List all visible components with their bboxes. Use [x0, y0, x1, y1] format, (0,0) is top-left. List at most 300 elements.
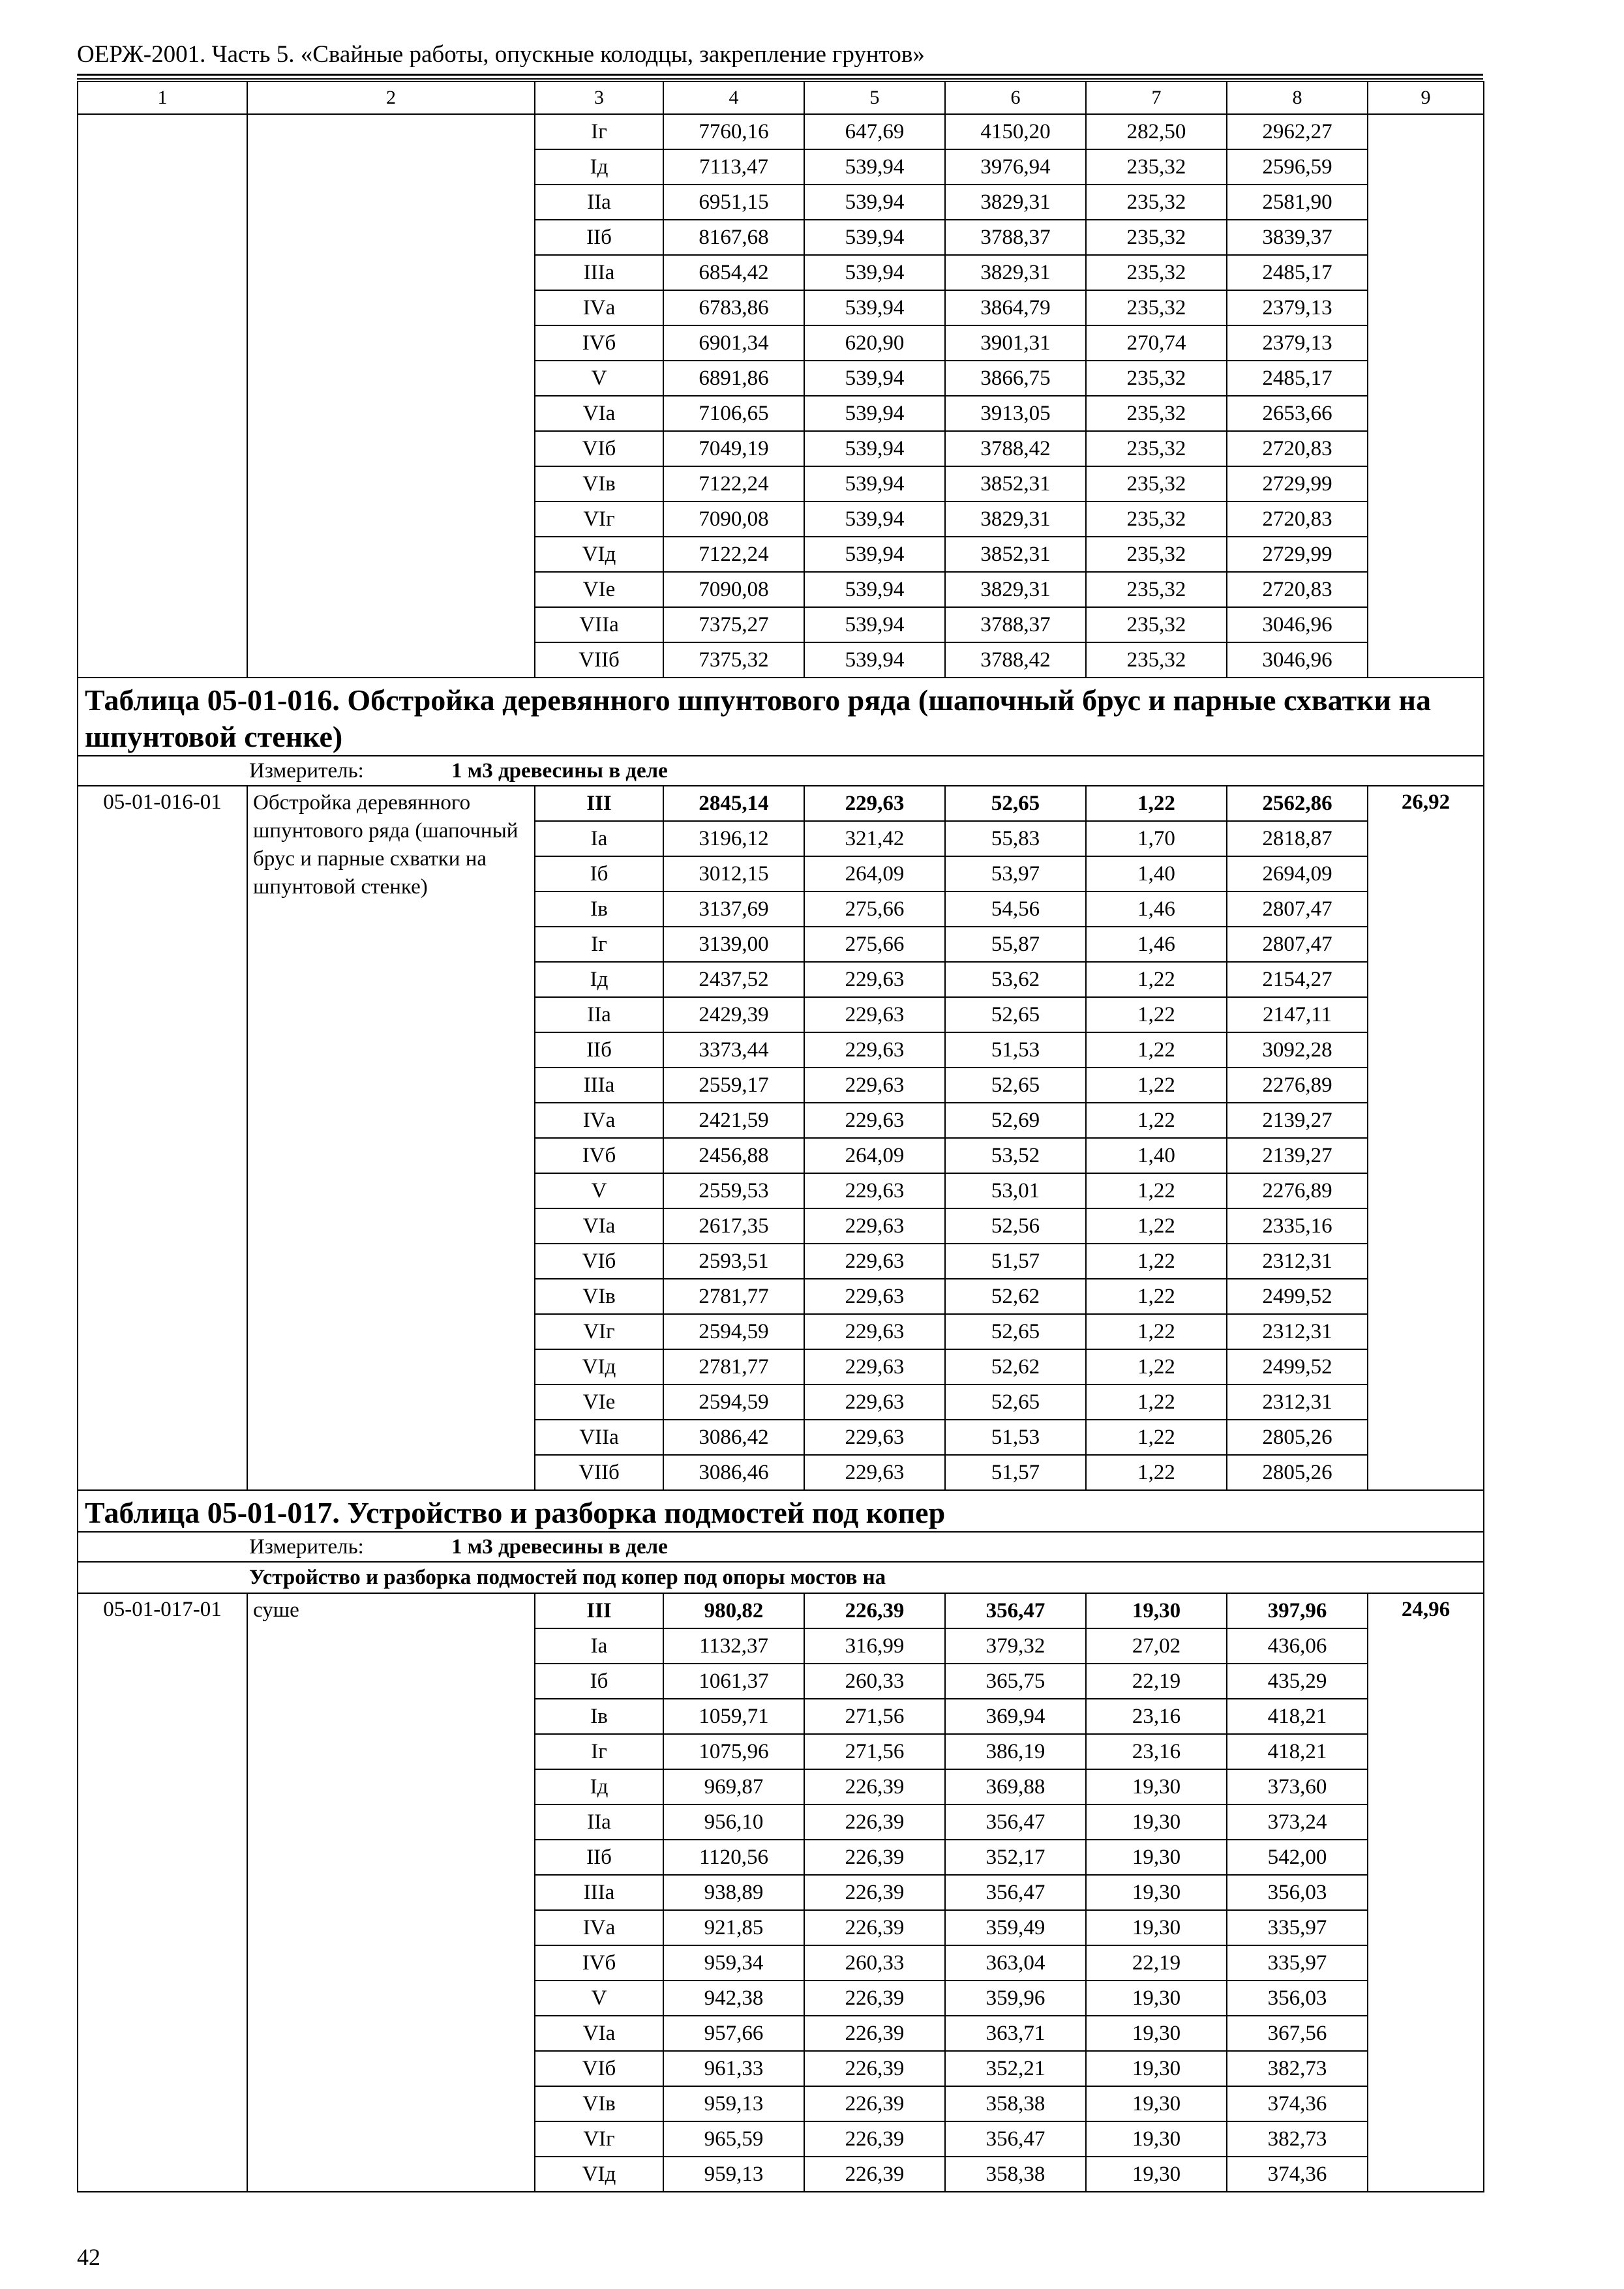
value-cell: 22,19 [1086, 1945, 1227, 1981]
value-cell: 335,97 [1227, 1910, 1368, 1945]
value-cell: 1,22 [1086, 1032, 1227, 1068]
value-cell: 2499,52 [1227, 1349, 1368, 1384]
column-number: 5 [804, 82, 945, 114]
value-cell: 2720,83 [1227, 431, 1368, 466]
value-cell: 647,69 [804, 114, 945, 149]
value-cell: 956,10 [663, 1804, 804, 1840]
value-cell: 7106,65 [663, 396, 804, 431]
column-number: 3 [535, 82, 663, 114]
value-cell: 539,94 [804, 431, 945, 466]
description-text: суше [253, 1598, 299, 1622]
description-cell [247, 786, 535, 1490]
value-cell: 52,65 [945, 1068, 1086, 1103]
value-cell: 3976,94 [945, 149, 1086, 185]
zone-cell: IVа [535, 1103, 663, 1138]
value-cell: 359,49 [945, 1910, 1086, 1945]
value-cell: 1,46 [1086, 927, 1227, 962]
value-cell: 539,94 [804, 501, 945, 537]
value-cell: 436,06 [1227, 1628, 1368, 1664]
value-cell: 539,94 [804, 185, 945, 220]
value-cell: 539,94 [804, 361, 945, 396]
zone-cell: VIд [535, 1349, 663, 1384]
value-cell: 7122,24 [663, 466, 804, 501]
value-cell: 2596,59 [1227, 149, 1368, 185]
value-cell: 352,17 [945, 1840, 1086, 1875]
value-cell: 3196,12 [663, 821, 804, 856]
zone-cell: VIд [535, 537, 663, 572]
zone-cell: IIIа [535, 1875, 663, 1910]
header-rule-inner [77, 78, 1483, 80]
value-cell: 235,32 [1086, 431, 1227, 466]
zone-cell: V [535, 361, 663, 396]
value-cell: 365,75 [945, 1664, 1086, 1699]
zone-cell: VIа [535, 1208, 663, 1244]
value-cell: 19,30 [1086, 2016, 1227, 2051]
value-cell: 1,22 [1086, 1420, 1227, 1455]
value-cell: 321,42 [804, 821, 945, 856]
value-cell: 7090,08 [663, 572, 804, 607]
value-cell: 19,30 [1086, 1875, 1227, 1910]
zone-cell: IIIа [535, 255, 663, 290]
value-cell: 3092,28 [1227, 1032, 1368, 1068]
value-cell: 1,22 [1086, 1173, 1227, 1208]
value-cell: 6783,86 [663, 290, 804, 325]
value-cell: 4150,20 [945, 114, 1086, 149]
value-cell: 1,40 [1086, 856, 1227, 891]
value-cell: 539,94 [804, 290, 945, 325]
description-text: Обстройка деревянного шпунтового ряда (шапочный брус и парные схватки на шпунтовой стенке) [253, 791, 519, 899]
value-cell: 373,60 [1227, 1769, 1368, 1804]
value-cell: 356,03 [1227, 1875, 1368, 1910]
value-cell: 1,40 [1086, 1138, 1227, 1173]
value-cell: 7122,24 [663, 537, 804, 572]
value-cell: 229,63 [804, 1068, 945, 1103]
value-cell: 2312,31 [1227, 1384, 1368, 1420]
table-017-measure [78, 1532, 1484, 1562]
value-cell: 229,63 [804, 1173, 945, 1208]
value-cell: 23,16 [1086, 1734, 1227, 1769]
value-cell: 51,57 [945, 1455, 1086, 1490]
value-cell: 2456,88 [663, 1138, 804, 1173]
value-cell: 2312,31 [1227, 1244, 1368, 1279]
value-cell: 260,33 [804, 1664, 945, 1699]
col9-cell: 24,96 [1368, 1593, 1484, 2192]
value-cell: 226,39 [804, 1804, 945, 1840]
value-cell: 235,32 [1086, 642, 1227, 678]
zone-cell: VIв [535, 1279, 663, 1314]
value-cell: 358,38 [945, 2157, 1086, 2192]
value-cell: 369,88 [945, 1769, 1086, 1804]
value-cell: 2581,90 [1227, 185, 1368, 220]
value-cell: 52,62 [945, 1279, 1086, 1314]
rates-table-body [78, 82, 1484, 2192]
value-cell: 1,22 [1086, 1068, 1227, 1103]
table-017-title-row [78, 1490, 1484, 1532]
value-cell: 2729,99 [1227, 537, 1368, 572]
value-cell: 2429,39 [663, 997, 804, 1032]
value-cell: 2379,13 [1227, 290, 1368, 325]
value-cell: 1,22 [1086, 1384, 1227, 1420]
value-cell: 2379,13 [1227, 325, 1368, 361]
value-cell: 235,32 [1086, 185, 1227, 220]
zone-cell: IVб [535, 1945, 663, 1981]
value-cell: 271,56 [804, 1734, 945, 1769]
value-cell: 19,30 [1086, 2086, 1227, 2121]
value-cell: 19,30 [1086, 1769, 1227, 1804]
value-cell: 7760,16 [663, 114, 804, 149]
value-cell: 3788,37 [945, 607, 1086, 642]
value-cell: 397,96 [1227, 1593, 1368, 1628]
description-cell [247, 114, 535, 678]
measure-label: Измеритель: [249, 1535, 364, 1559]
value-cell: 19,30 [1086, 2051, 1227, 2086]
value-cell: 260,33 [804, 1945, 945, 1981]
value-cell: 1,22 [1086, 1349, 1227, 1384]
value-cell: 2807,47 [1227, 891, 1368, 927]
running-header: ОЕРЖ-2001. Часть 5. «Свайные работы, опускные колодцы, закрепление грунтов» [77, 41, 925, 68]
value-cell: 374,36 [1227, 2157, 1368, 2192]
value-cell: 539,94 [804, 255, 945, 290]
value-cell: 7090,08 [663, 501, 804, 537]
value-cell: 1,22 [1086, 1314, 1227, 1349]
value-cell: 2139,27 [1227, 1138, 1368, 1173]
value-cell: 226,39 [804, 2086, 945, 2121]
value-cell: 229,63 [804, 1208, 945, 1244]
value-cell: 52,56 [945, 1208, 1086, 1244]
column-number: 1 [78, 82, 247, 114]
value-cell: 52,65 [945, 786, 1086, 821]
table-017-title: Таблица 05-01-017. Устройство и разборка подмостей под копер [78, 1490, 1484, 1532]
value-cell: 2154,27 [1227, 962, 1368, 997]
table-row [78, 114, 1484, 149]
value-cell: 2594,59 [663, 1314, 804, 1349]
value-cell: 539,94 [804, 220, 945, 255]
value-cell: 539,94 [804, 396, 945, 431]
code-cell: 05-01-017-01 [78, 1593, 247, 2192]
value-cell: 961,33 [663, 2051, 804, 2086]
value-cell: 3901,31 [945, 325, 1086, 361]
value-cell: 2818,87 [1227, 821, 1368, 856]
value-cell: 235,32 [1086, 361, 1227, 396]
value-cell: 52,65 [945, 1314, 1086, 1349]
value-cell: 51,53 [945, 1032, 1086, 1068]
value-cell: 2147,11 [1227, 997, 1368, 1032]
value-cell: 229,63 [804, 1244, 945, 1279]
value-cell: 3139,00 [663, 927, 804, 962]
value-cell: 226,39 [804, 1910, 945, 1945]
value-cell: 959,34 [663, 1945, 804, 1981]
value-cell: 2499,52 [1227, 1279, 1368, 1314]
value-cell: 921,85 [663, 1910, 804, 1945]
zone-cell: VIб [535, 431, 663, 466]
zone-cell: VIв [535, 2086, 663, 2121]
zone-cell: Iг [535, 1734, 663, 1769]
value-cell: 1132,37 [663, 1628, 804, 1664]
value-cell: 3373,44 [663, 1032, 804, 1068]
column-number: 6 [945, 82, 1086, 114]
value-cell: 52,69 [945, 1103, 1086, 1138]
table-row [78, 786, 1484, 821]
value-cell: 965,59 [663, 2121, 804, 2157]
value-cell: 7375,32 [663, 642, 804, 678]
value-cell: 235,32 [1086, 149, 1227, 185]
zone-cell: VIа [535, 396, 663, 431]
value-cell: 23,16 [1086, 1699, 1227, 1734]
value-cell: 53,97 [945, 856, 1086, 891]
value-cell: 3829,31 [945, 572, 1086, 607]
zone-cell: IVа [535, 1910, 663, 1945]
value-cell: 226,39 [804, 1840, 945, 1875]
value-cell: 3788,37 [945, 220, 1086, 255]
value-cell: 54,56 [945, 891, 1086, 927]
value-cell: 229,63 [804, 1349, 945, 1384]
measure-unit: 1 м3 древесины в деле [451, 1535, 668, 1559]
value-cell: 539,94 [804, 607, 945, 642]
column-number: 8 [1227, 82, 1368, 114]
zone-cell: IIа [535, 1804, 663, 1840]
value-cell: 374,36 [1227, 2086, 1368, 2121]
zone-cell: Iг [535, 114, 663, 149]
value-cell: 356,47 [945, 1593, 1086, 1628]
value-cell: 1,22 [1086, 1244, 1227, 1279]
value-cell: 957,66 [663, 2016, 804, 2051]
zone-cell: Iв [535, 891, 663, 927]
value-cell: 52,65 [945, 1384, 1086, 1420]
value-cell: 1075,96 [663, 1734, 804, 1769]
value-cell: 959,13 [663, 2157, 804, 2192]
zone-cell: VIIа [535, 607, 663, 642]
zone-cell: Iд [535, 1769, 663, 1804]
value-cell: 19,30 [1086, 2121, 1227, 2157]
zone-cell: VIе [535, 572, 663, 607]
zone-cell: VIIб [535, 1455, 663, 1490]
value-cell: 2720,83 [1227, 572, 1368, 607]
zone-cell: VIIб [535, 642, 663, 678]
value-cell: 2617,35 [663, 1208, 804, 1244]
value-cell: 229,63 [804, 997, 945, 1032]
zone-cell: Iб [535, 856, 663, 891]
value-cell: 3046,96 [1227, 642, 1368, 678]
value-cell: 3913,05 [945, 396, 1086, 431]
value-cell: 51,53 [945, 1420, 1086, 1455]
zone-cell: Iб [535, 1664, 663, 1699]
zone-cell: IVб [535, 1138, 663, 1173]
measure-unit: 1 м3 древесины в деле [451, 759, 668, 783]
value-cell: 7049,19 [663, 431, 804, 466]
value-cell: 3829,31 [945, 185, 1086, 220]
value-cell: 19,30 [1086, 1981, 1227, 2016]
value-cell: 3086,46 [663, 1455, 804, 1490]
zone-cell: VIд [535, 2157, 663, 2192]
zone-cell: VIе [535, 1384, 663, 1420]
value-cell: 356,47 [945, 1804, 1086, 1840]
value-cell: 229,63 [804, 1279, 945, 1314]
value-cell: 2139,27 [1227, 1103, 1368, 1138]
zone-cell: IIIа [535, 1068, 663, 1103]
value-cell: 359,96 [945, 1981, 1086, 2016]
value-cell: 2694,09 [1227, 856, 1368, 891]
table-017-subheading: Устройство и разборка подмостей под копер под опоры мостов на [78, 1562, 1484, 1593]
value-cell: 8167,68 [663, 220, 804, 255]
value-cell: 2805,26 [1227, 1455, 1368, 1490]
value-cell: 2720,83 [1227, 501, 1368, 537]
value-cell: 19,30 [1086, 2157, 1227, 2192]
value-cell: 1,22 [1086, 786, 1227, 821]
value-cell: 226,39 [804, 1875, 945, 1910]
zone-cell: V [535, 1173, 663, 1208]
value-cell: 6901,34 [663, 325, 804, 361]
zone-cell: VIIа [535, 1420, 663, 1455]
value-cell: 2276,89 [1227, 1173, 1368, 1208]
value-cell: 3086,42 [663, 1420, 804, 1455]
value-cell: 1,22 [1086, 1279, 1227, 1314]
code-cell [78, 114, 247, 678]
value-cell: 226,39 [804, 1593, 945, 1628]
col9-cell [1368, 114, 1484, 678]
column-number: 2 [247, 82, 535, 114]
value-cell: 3012,15 [663, 856, 804, 891]
value-cell: 226,39 [804, 1769, 945, 1804]
value-cell: 1,22 [1086, 962, 1227, 997]
value-cell: 3788,42 [945, 642, 1086, 678]
zone-cell: V [535, 1981, 663, 2016]
header-rule [77, 74, 1483, 76]
value-cell: 539,94 [804, 642, 945, 678]
value-cell: 539,94 [804, 466, 945, 501]
value-cell: 539,94 [804, 537, 945, 572]
value-cell: 386,19 [945, 1734, 1086, 1769]
value-cell: 229,63 [804, 1455, 945, 1490]
zone-cell: Iг [535, 927, 663, 962]
value-cell: 229,63 [804, 1314, 945, 1349]
column-number-row [78, 82, 1484, 114]
zone-cell: Iв [535, 1699, 663, 1734]
value-cell: 379,32 [945, 1628, 1086, 1664]
value-cell: 53,52 [945, 1138, 1086, 1173]
value-cell: 2485,17 [1227, 255, 1368, 290]
value-cell: 1,22 [1086, 997, 1227, 1032]
value-cell: 226,39 [804, 2051, 945, 2086]
column-number: 7 [1086, 82, 1227, 114]
value-cell: 3788,42 [945, 431, 1086, 466]
zone-cell: VIа [535, 2016, 663, 2051]
table-017-measure-row [78, 1532, 1484, 1562]
value-cell: 235,32 [1086, 572, 1227, 607]
value-cell: 435,29 [1227, 1664, 1368, 1699]
measure-label: Измеритель: [249, 759, 364, 783]
value-cell: 6854,42 [663, 255, 804, 290]
value-cell: 22,19 [1086, 1664, 1227, 1699]
table-017-subheading-row [78, 1562, 1484, 1593]
value-cell: 19,30 [1086, 1804, 1227, 1840]
zone-cell: Iд [535, 149, 663, 185]
value-cell: 229,63 [804, 1420, 945, 1455]
zone-cell: IVа [535, 290, 663, 325]
value-cell: 418,21 [1227, 1734, 1368, 1769]
value-cell: 2805,26 [1227, 1420, 1368, 1455]
page-number: 42 [77, 2244, 100, 2270]
column-number: 4 [663, 82, 804, 114]
value-cell: 1059,71 [663, 1699, 804, 1734]
zone-cell: IIб [535, 1840, 663, 1875]
value-cell: 352,21 [945, 2051, 1086, 2086]
zone-cell: IIа [535, 185, 663, 220]
value-cell: 358,38 [945, 2086, 1086, 2121]
value-cell: 226,39 [804, 1981, 945, 2016]
value-cell: 226,39 [804, 2121, 945, 2157]
value-cell: 3852,31 [945, 466, 1086, 501]
value-cell: 19,30 [1086, 1910, 1227, 1945]
value-cell: 235,32 [1086, 466, 1227, 501]
value-cell: 226,39 [804, 2016, 945, 2051]
value-cell: 3866,75 [945, 361, 1086, 396]
rates-table [77, 81, 1484, 2192]
value-cell: 6891,86 [663, 361, 804, 396]
zone-cell: III [535, 1593, 663, 1628]
value-cell: 316,99 [804, 1628, 945, 1664]
table-016-title: Таблица 05-01-016. Обстройка деревянного шпунтового ряда (шапочный брус и парные схватки на шпунтовой стенке) [78, 678, 1484, 756]
column-number: 9 [1368, 82, 1484, 114]
value-cell: 1,70 [1086, 821, 1227, 856]
zone-cell: Iа [535, 1628, 663, 1664]
value-cell: 938,89 [663, 1875, 804, 1910]
value-cell: 3046,96 [1227, 607, 1368, 642]
value-cell: 539,94 [804, 149, 945, 185]
value-cell: 235,32 [1086, 255, 1227, 290]
value-cell: 229,63 [804, 962, 945, 997]
value-cell: 2781,77 [663, 1349, 804, 1384]
value-cell: 3864,79 [945, 290, 1086, 325]
value-cell: 3829,31 [945, 255, 1086, 290]
value-cell: 2845,14 [663, 786, 804, 821]
value-cell: 226,39 [804, 2157, 945, 2192]
value-cell: 369,94 [945, 1699, 1086, 1734]
value-cell: 7375,27 [663, 607, 804, 642]
zone-cell: VIб [535, 1244, 663, 1279]
value-cell: 2276,89 [1227, 1068, 1368, 1103]
value-cell: 969,87 [663, 1769, 804, 1804]
value-cell: 271,56 [804, 1699, 945, 1734]
zone-cell: IVб [535, 325, 663, 361]
value-cell: 6951,15 [663, 185, 804, 220]
value-cell: 2312,31 [1227, 1314, 1368, 1349]
value-cell: 959,13 [663, 2086, 804, 2121]
value-cell: 235,32 [1086, 220, 1227, 255]
value-cell: 235,32 [1086, 501, 1227, 537]
value-cell: 53,62 [945, 962, 1086, 997]
value-cell: 2335,16 [1227, 1208, 1368, 1244]
table-row [78, 1593, 1484, 1628]
zone-cell: IIб [535, 220, 663, 255]
value-cell: 1,46 [1086, 891, 1227, 927]
value-cell: 282,50 [1086, 114, 1227, 149]
table-016-title-row [78, 678, 1484, 756]
value-cell: 2781,77 [663, 1279, 804, 1314]
value-cell: 3839,37 [1227, 220, 1368, 255]
value-cell: 229,63 [804, 1032, 945, 1068]
value-cell: 356,47 [945, 1875, 1086, 1910]
value-cell: 356,03 [1227, 1981, 1368, 2016]
zone-cell: III [535, 786, 663, 821]
value-cell: 235,32 [1086, 290, 1227, 325]
value-cell: 367,56 [1227, 2016, 1368, 2051]
value-cell: 1061,37 [663, 1664, 804, 1699]
value-cell: 275,66 [804, 927, 945, 962]
value-cell: 2962,27 [1227, 114, 1368, 149]
description-cell [247, 1593, 535, 2192]
value-cell: 19,30 [1086, 1593, 1227, 1628]
value-cell: 539,94 [804, 572, 945, 607]
